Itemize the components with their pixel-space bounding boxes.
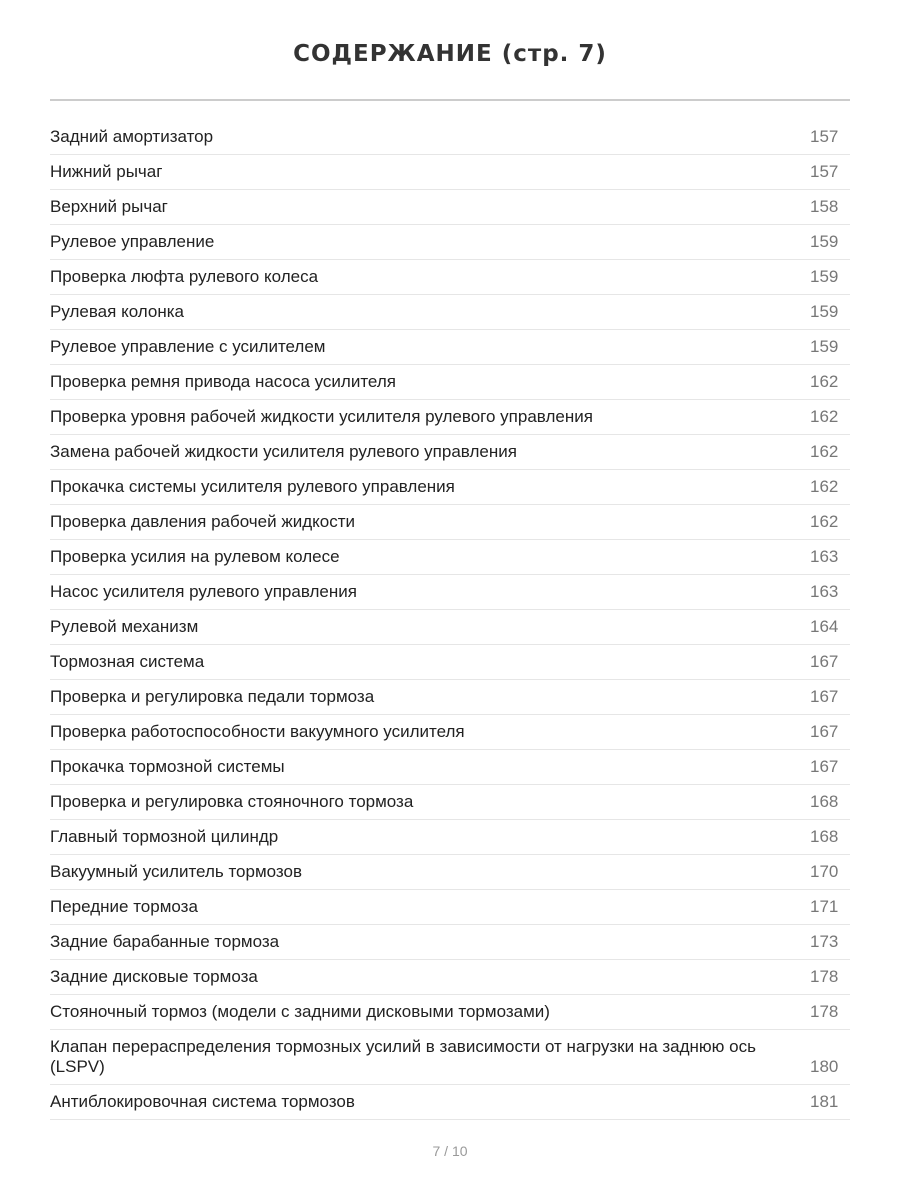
toc-entry-page: 170 [810,862,839,881]
title-divider [50,99,850,101]
toc-entry[interactable] [50,120,850,155]
toc-entry-page: 168 [810,827,839,846]
toc-entry-page: 158 [810,197,839,216]
toc-entry-label: Рулевая колонка [50,302,184,321]
toc-entry-label: Стояночный тормоз (модели с задними дисковыми тормозами) [50,1002,550,1021]
toc-entry-label: Вакуумный усилитель тормозов [50,862,302,881]
toc-entry-label: Проверка уровня рабочей жидкости усилителя рулевого управления [50,407,593,426]
toc-entry-page: 164 [810,617,839,636]
toc-entry-page: 168 [810,792,839,811]
toc-entry-page: 157 [810,127,839,146]
toc-entry-page: 167 [810,652,839,671]
toc-entry-page: 159 [810,232,839,251]
toc-entry[interactable] [50,1085,850,1120]
toc-entry[interactable] [50,505,850,540]
toc-entry-label: Проверка люфта рулевого колеса [50,267,319,286]
toc-entry[interactable] [50,960,850,995]
toc-entry-page: 162 [810,512,839,531]
toc-entry[interactable] [50,225,850,260]
toc-entry-label: Передние тормоза [50,897,198,916]
toc-entry-label: Проверка ремня привода насоса усилителя [50,372,396,391]
toc-entry[interactable] [50,750,850,785]
toc-entry[interactable] [50,400,850,435]
toc-entry-label: Задний амортизатор [50,127,214,146]
toc-entry-page: 159 [810,267,839,286]
toc-entry-page: 159 [810,337,839,356]
toc-entry[interactable] [50,540,850,575]
toc-entry[interactable] [50,995,850,1030]
toc-entry-label: Нижний рычаг [50,162,163,181]
toc-entry[interactable] [50,820,850,855]
toc-entry[interactable] [50,925,850,960]
toc-entry-page: 178 [810,967,839,986]
toc-entry[interactable] [50,295,850,330]
toc-entry-label: Рулевое управление [50,232,215,251]
toc-entry-page: 163 [810,547,839,566]
toc-entry-page: 162 [810,442,839,461]
toc-entry[interactable] [50,785,850,820]
toc-entry-label: Рулевое управление с усилителем [50,337,326,356]
toc-entry[interactable] [50,680,850,715]
toc-entry-label: Прокачка системы усилителя рулевого управления [50,477,455,496]
toc-list [50,120,850,1120]
toc-entry-label: Рулевой механизм [50,617,199,636]
toc-entry-label: Тормозная система [50,652,205,671]
toc-entry[interactable] [50,190,850,225]
toc-entry-page: 173 [810,932,839,951]
toc-entry[interactable] [50,890,850,925]
toc-entry-label: Проверка усилия на рулевом колесе [50,547,340,566]
toc-entry-page: 167 [810,687,839,706]
toc-entry-page: 157 [810,162,839,181]
toc-entry-label: Проверка работоспособности вакуумного усилителя [50,722,465,741]
toc-entry[interactable] [50,1030,850,1085]
toc-entry[interactable] [50,260,850,295]
toc-entry[interactable] [50,155,850,190]
toc-entry-label: Прокачка тормозной системы [50,757,285,776]
toc-entry[interactable] [50,610,850,645]
toc-entry[interactable] [50,855,850,890]
toc-entry-page: 171 [810,897,839,916]
toc-entry-page: 162 [810,407,839,426]
toc-entry[interactable] [50,645,850,680]
toc-entry-label: Верхний рычаг [50,197,168,216]
toc-entry-page: 167 [810,722,839,741]
toc-entry-page: 181 [810,1092,839,1111]
toc-entry-label: Задние дисковые тормоза [50,967,258,986]
toc-entry[interactable] [50,575,850,610]
page-title: СОДЕРЖАНИЕ (стр. 7) [293,41,607,67]
toc-entry-page: 163 [810,582,839,601]
toc-entry-page: 162 [810,477,839,496]
toc-entry[interactable] [50,365,850,400]
toc-entry[interactable] [50,715,850,750]
toc-entry-label: Задние барабанные тормоза [50,932,280,951]
toc-entry-label: Насос усилителя рулевого управления [50,582,357,601]
toc-entry[interactable] [50,330,850,365]
toc-entry-label: Главный тормозной цилиндр [50,827,279,846]
toc-entry-label: Проверка давления рабочей жидкости [50,512,355,531]
toc-entry[interactable] [50,435,850,470]
toc-entry-label: Проверка и регулировка стояночного тормоза [50,792,414,811]
page-number: 7 / 10 [432,1143,468,1159]
toc-entry-page: 178 [810,1002,839,1021]
toc-entry[interactable] [50,470,850,505]
toc-entry-label: Антиблокировочная система тормозов [50,1092,355,1111]
toc-entry-label: Проверка и регулировка педали тормоза [50,687,375,706]
toc-entry-page: 159 [810,302,839,321]
toc-entry-page: 162 [810,372,839,391]
toc-entry-page: 180 [810,1057,839,1076]
toc-entry-page: 167 [810,757,839,776]
toc-entry-label: Замена рабочей жидкости усилителя рулевого управления [50,442,517,461]
toc-entry-label: Клапан перераспределения тормозных усилий в зависимости от нагрузки на заднюю ось (LSPV) [50,1037,756,1076]
